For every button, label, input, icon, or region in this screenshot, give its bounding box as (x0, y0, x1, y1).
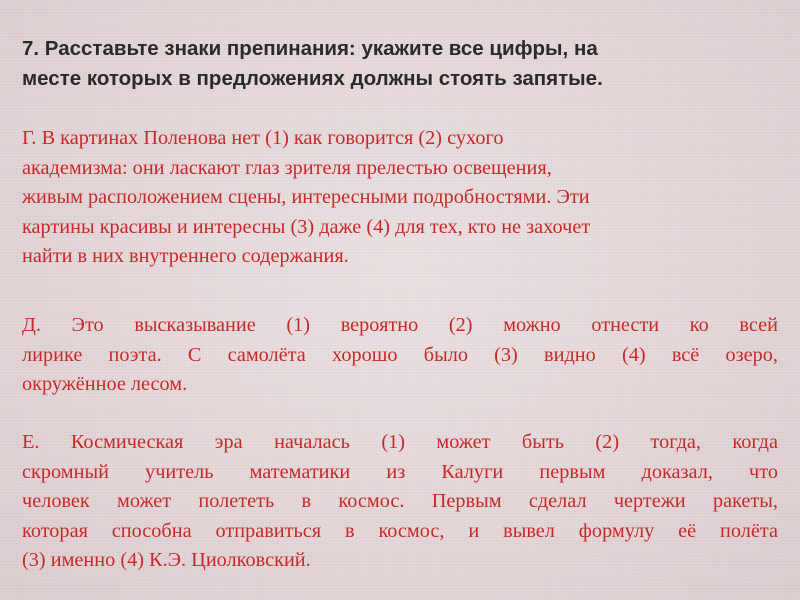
paragraph-line: (3) именно (4) К.Э. Циолковский. (22, 549, 311, 571)
paragraph-line: картины красивы и интересны (3) даже (4) для тех, кто не захочет (22, 215, 591, 238)
paragraph-line: человек может полететь в космос. Первым сделал чертежи ракеты, (22, 490, 778, 512)
paragraph-line: академизма: они ласкают глаз зрителя прелестью освещения, (22, 156, 552, 179)
paragraph-line: окружённое лесом. (22, 373, 188, 395)
heading-line: 7. Расставьте знаки препинания: укажите все цифры, на (22, 37, 598, 60)
paragraph-line: которая способна отправиться в космос, и вывел формулу её полёта (22, 519, 778, 542)
heading-line: месте которых в предложениях должны стоять запятые. (22, 67, 603, 90)
task-heading (22, 34, 782, 94)
paragraph-line: скромный учитель математики из Калуги первым доказал, что (22, 460, 778, 483)
paragraph-line: лирике поэта. С самолёта хорошо было (3) видно (4) всё озеро, (22, 343, 778, 366)
paragraph-d (22, 311, 778, 400)
paragraph-g (22, 124, 778, 272)
paragraph-line: Г. В картинах Поленова нет (1) как говорится (2) сухого (22, 127, 504, 149)
paragraph-line: Е. Космическая эра началась (1) может быть (2) тогда, когда (22, 431, 778, 453)
paragraph-line: живым расположением сцены, интересными подробностями. Эти (22, 186, 590, 208)
paragraph-line: найти в них внутреннего содержания. (22, 245, 349, 267)
paragraph-line: Д. Это высказывание (1) вероятно (2) можно отнести ко всей (22, 314, 778, 336)
paragraph-e (22, 428, 778, 576)
